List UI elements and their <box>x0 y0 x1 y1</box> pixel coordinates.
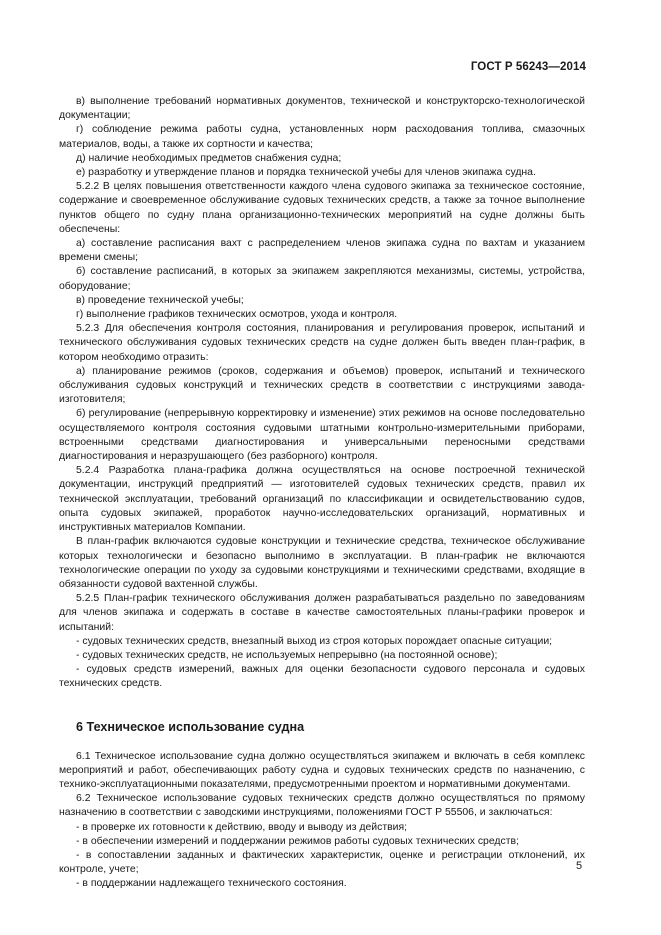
paragraph: б) составление расписаний, в которых за экипажем закрепляются механизмы, системы, устройства, оборудование; <box>59 266 585 292</box>
section-6-heading: 6 Техническое использование судна <box>76 719 305 734</box>
paragraph: 6.2 Техническое использование судовых технических средств должно осуществляться по прямому назначению в соответствии с заводскими инструкциями, положениями ГОСТ Р 55506, и заключаться: <box>59 793 585 819</box>
list-item: - судовых технических средств, внезапный выход из строя которых порождает опасные ситуации; <box>76 635 553 647</box>
paragraph: г) выполнение графиков технических осмотров, ухода и контроля. <box>76 309 398 321</box>
section-6-text <box>59 750 585 892</box>
paragraph: 5.2.5 План-график технического обслуживания должен разрабатываться раздельно по заведованиям для членов экипажа и содержать в составе в качестве самостоятельных планы-графики проверок и испытаний: <box>59 593 585 633</box>
paragraph: а) планирование режимов (сроков, содержания и объемов) проверок, испытаний и технического обслуживания судовых конструкций и технических средств в соответствии с инструкциями завода-изготовителя; <box>59 365 585 406</box>
paragraph: в) проведение технической учебы; <box>76 294 244 306</box>
paragraph: г) соблюдение режима работы судна, установленных норм расходования топлива, смазочных материалов, воды, а также их сортности и качества; <box>59 124 585 150</box>
list-item: - в поддержании надлежащего технического состояния. <box>76 878 347 890</box>
standard-code-header: ГОСТ Р 56243—2014 <box>470 61 586 73</box>
list-item: - в обеспечении измерений и поддержании режимов работы судовых технических средств; <box>76 835 519 847</box>
paragraph: 6.1 Техническое использование судна должно осуществляться экипажем и включать в себя комплекс мероприятий и работ, обеспечивающих работу судна и судовых технических средств по назначению, с технико-эксплуатационными показателями, предусмотренными проектом и нормативными документами. <box>59 750 585 790</box>
paragraph: в) выполнение требований нормативных документов, технической и конструкторско-технологической документации; <box>59 96 585 122</box>
paragraph: 5.2.4 Разработка плана-графика должна осуществляться на основе построечной технической документации, инструкций предприятий — изготовителей судовых технических средств, правил их технической эксплуатации, требований организаций по классификации и освидетельствованию судов, опыта судовых экипажей, проработок научно-исследовательских организаций, нормативных и инструктивных материалов Компании. <box>59 465 585 534</box>
paragraph: 5.2.3 Для обеспечения контроля состояния, планирования и регулирования проверок, испытаний и технического обслуживания судовых технических средств на судне должен быть введен план-график, в котором необходимо отразить: <box>59 323 585 363</box>
paragraph: В план-график включаются судовые конструкции и технические средства, техническое обслуживание которых технологически и безопасно выполнимо в эксплуатации. В план-график не включаются технологические операции по уходу за судовыми конструкциями и техническими средствами, входящие в обязанности судовой вахтенной службы. <box>59 536 585 590</box>
paragraph: д) наличие необходимых предметов снабжения судна; <box>76 152 342 164</box>
list-item: - судовых технических средств, не используемых непрерывно (на постоянной основе); <box>76 649 498 661</box>
list-item: - в сопоставлении заданных и фактических характеристик, оценке и регистрации отклонений, их контроле, учете; <box>59 849 585 876</box>
list-item: - в проверке их готовности к действию, вводу и выводу из действия; <box>76 821 408 833</box>
clause-5-text <box>59 95 585 692</box>
paragraph: е) разработку и утверждение планов и порядка технической учебы для членов экипажа судна. <box>76 167 536 179</box>
page-content <box>59 95 585 892</box>
paragraph: а) составление расписания вахт с распределением членов экипажа судна по вахтам и указанием времени смены; <box>59 238 585 264</box>
paragraph: б) регулирование (непрерывную корректировку и изменение) этих режимов на основе последовательно осуществляемого контроля состояния судовыми штатными контрольно-измерительными приборами, встроенными средствами диагностирования и универсальными переносными средствами диагностирования и неразрушающего (без разборного) контроля. <box>59 408 585 463</box>
paragraph: 5.2.2 В целях повышения ответственности каждого члена судового экипажа за техническое состояние, содержание и своевременное обслуживание судовых технических средств, а также за точное выполнение пунктов общего по судну плана организационно-технических мероприятий на судне должны быть обеспечены: <box>59 181 585 235</box>
list-item: - судовых средств измерений, важных для оценки безопасности судового персонала и судовых технических средств. <box>59 664 585 690</box>
page-number: 5 <box>576 860 583 872</box>
